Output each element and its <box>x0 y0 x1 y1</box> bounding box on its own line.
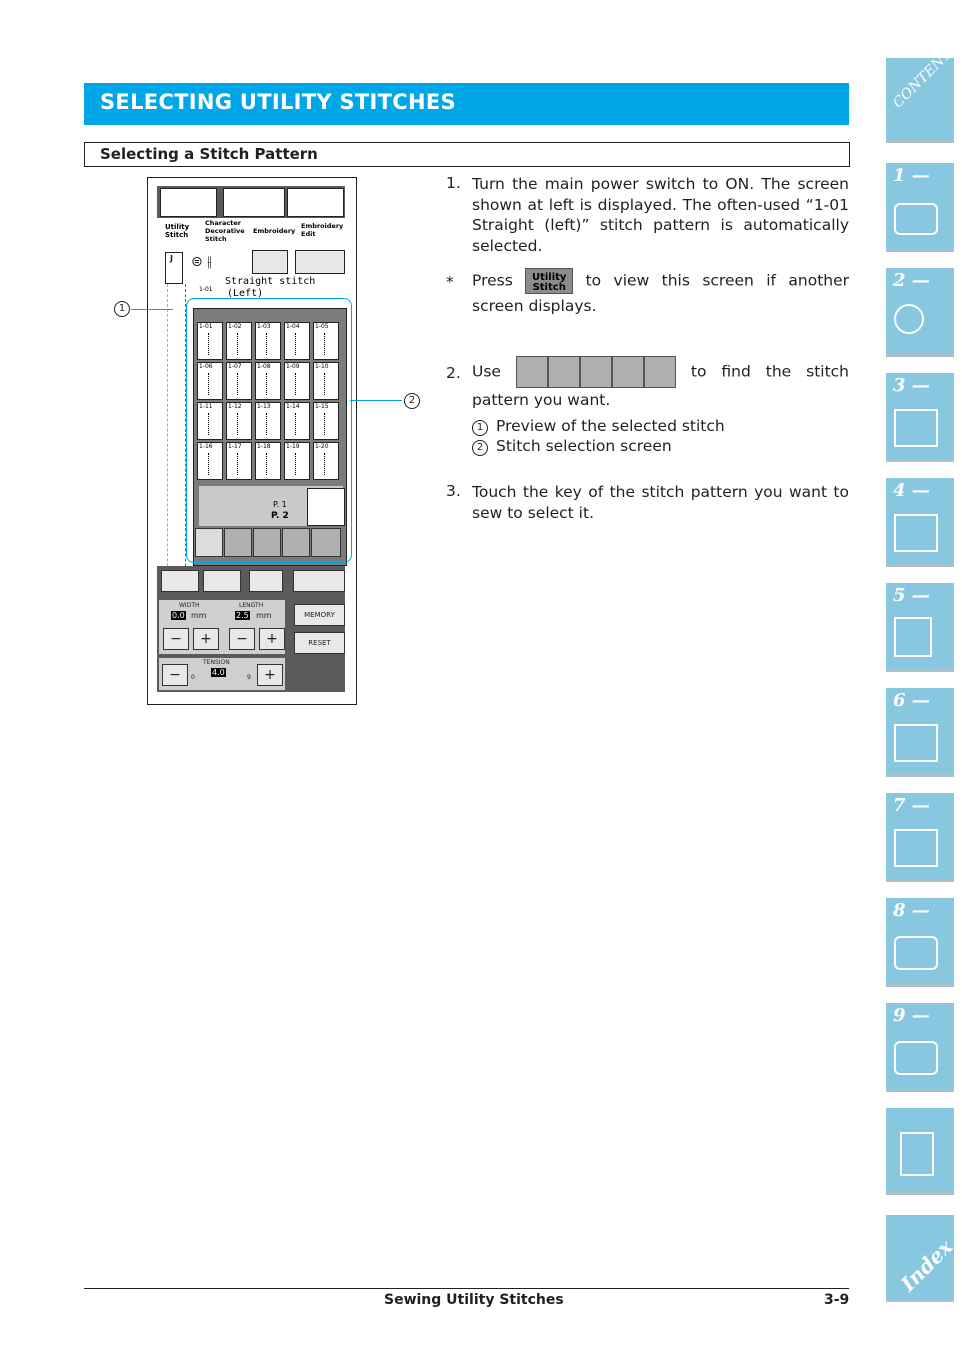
pattern-code: 1-01 <box>199 286 213 293</box>
footer-section: Sewing Utility Stitches <box>384 1292 564 1308</box>
callout-line-1 <box>131 309 173 310</box>
tension-plus-button[interactable]: + <box>257 664 283 686</box>
selection-highlight <box>186 298 352 563</box>
stitch-code: 1-17 <box>228 443 242 450</box>
category-key-image-4 <box>612 356 644 388</box>
stitch-code: 1-07 <box>228 363 242 370</box>
tension-value: 4.0 <box>212 668 225 677</box>
scissors-key[interactable] <box>203 570 241 592</box>
lock-icon-key[interactable] <box>252 250 288 274</box>
maintenance-icon <box>894 936 938 970</box>
category-key-image-2 <box>548 356 580 388</box>
stitch-code: 1-20 <box>315 443 329 450</box>
stitch-code: 1-04 <box>286 323 300 330</box>
tension-box <box>159 658 285 690</box>
note-after: to view this screen if another screen displays. <box>472 271 850 315</box>
pattern-name: Straight stitch <box>225 276 316 287</box>
callout-1-text <box>472 416 849 437</box>
stitch-code: 1-18 <box>257 443 271 450</box>
width-length-box <box>159 600 285 654</box>
category-key-image-3 <box>580 356 612 388</box>
footer-rule <box>84 1288 849 1289</box>
stitch-code: 1-15 <box>315 403 329 410</box>
reverse-key[interactable] <box>161 570 199 592</box>
troubleshooting-icon <box>894 1041 938 1075</box>
stitch-code: 1-16 <box>199 443 213 450</box>
tension-minus-button[interactable]: − <box>162 664 188 686</box>
needle-key[interactable] <box>293 570 345 592</box>
sewing-machine-icon-key[interactable] <box>223 188 285 217</box>
width-minus-button[interactable]: − <box>163 628 189 650</box>
pattern-sub: (Left) <box>227 288 264 299</box>
shirt-icon-key[interactable] <box>295 250 345 274</box>
section-heading-box <box>84 142 850 167</box>
step-2-text <box>472 356 849 412</box>
stitch-code: 1-06 <box>199 363 213 370</box>
tension-max: 9 <box>247 674 251 681</box>
note-text <box>472 268 849 318</box>
page-title: SELECTING UTILITY STITCHES <box>100 90 456 114</box>
embroidery-frame-icon <box>894 617 932 657</box>
stitch-code: 1-12 <box>228 403 242 410</box>
book-icon-key[interactable] <box>160 188 217 217</box>
thread-scissors-icon <box>894 304 924 334</box>
stitch-code: 1-13 <box>257 403 271 410</box>
presser-foot-icon: J <box>165 252 183 284</box>
callout-1-mark: 1 <box>472 420 488 436</box>
stitch-code: 1-10 <box>315 363 329 370</box>
footer-page-number: 3-9 <box>824 1292 850 1308</box>
stitch-code: 1-14 <box>286 403 300 410</box>
chapter-6-tab[interactable]: 6 — <box>886 688 954 777</box>
callout-line-2 <box>350 400 402 401</box>
chapter-3-tab[interactable]: 3 — <box>886 373 954 462</box>
chapter-2-tab[interactable]: 2 — <box>886 268 954 357</box>
section-heading: Selecting a Stitch Pattern <box>100 145 318 163</box>
index-tab[interactable] <box>886 1215 958 1302</box>
length-value: 2.5 <box>236 611 249 620</box>
page-1: P. 1 <box>273 500 287 509</box>
step-1-text: Turn the main power switch to ON. The screen shown at left is displayed. The often-used “1-01 Straight (left)” stitch pattern is automatically selected. <box>472 175 849 255</box>
stitch-code: 1-01 <box>199 323 213 330</box>
length-label: LENGTH <box>239 602 264 609</box>
utility-stitch-button-image: Utility Stitch <box>525 268 573 294</box>
step-3-number: 3. <box>446 482 461 500</box>
reset-button[interactable]: RESET <box>294 632 345 654</box>
contents-tab[interactable] <box>886 39 962 143</box>
step-3-text: Touch the key of the stitch pattern you want to sew to select it. <box>472 483 849 522</box>
width-plus-button[interactable]: + <box>193 628 219 650</box>
appendix-tab[interactable] <box>886 1108 954 1195</box>
chapter-9-tab[interactable]: 9 — <box>886 1003 954 1092</box>
stitch-code: 1-19 <box>286 443 300 450</box>
length-plus-button[interactable]: + <box>259 628 285 650</box>
note-before: Press <box>472 271 513 290</box>
step-2-number: 2. <box>446 364 461 382</box>
callout-2-mark: 2 <box>472 440 488 456</box>
stitch-code: 1-03 <box>257 323 271 330</box>
decorated-shirt-icon <box>894 514 938 552</box>
stitch-code: 1-05 <box>315 323 329 330</box>
callout-2-text <box>472 436 849 457</box>
step-2-before: Use <box>472 362 501 381</box>
stitch-code: 1-11 <box>199 403 213 410</box>
edit-shirt-icon <box>894 829 938 867</box>
chapter-1-tab[interactable]: 1 — <box>886 163 954 252</box>
contents-label: CONTENTS <box>890 39 962 112</box>
pages-icon <box>900 1132 934 1176</box>
stitch-code: 1-02 <box>228 323 242 330</box>
callout-2-label: Stitch selection screen <box>496 437 672 455</box>
document-icon-key[interactable] <box>287 188 344 217</box>
tab-embroidery-edit[interactable]: Embroidery Edit <box>301 222 344 238</box>
tension-label: TENSION <box>203 659 230 666</box>
length-unit: mm <box>256 611 272 620</box>
memory-button[interactable]: MEMORY <box>294 604 345 626</box>
callout-mark-1: 1 <box>114 301 130 317</box>
chapter-4-tab[interactable]: 4 — <box>886 478 954 567</box>
chapter-5-tab[interactable]: 5 — <box>886 583 954 672</box>
page-2: P. 2 <box>271 511 289 521</box>
width-value: 0.0 <box>172 611 185 620</box>
index-label: Index <box>896 1234 958 1296</box>
embroidered-shirt-icon <box>894 724 938 762</box>
note-mark: * <box>446 273 454 291</box>
stitch-code: 1-09 <box>286 363 300 370</box>
bobbin-needle-icon: ⊜ ⫲ <box>191 254 212 270</box>
callout-1-label: Preview of the selected stitch <box>496 417 725 435</box>
length-minus-button[interactable]: − <box>229 628 255 650</box>
step-2-after: to find the stitch pattern you want. <box>472 362 849 409</box>
category-key-image-5 <box>644 356 676 388</box>
tab-character-decorative[interactable]: Character Decorative Stitch <box>205 219 245 243</box>
mode-tabs <box>157 218 345 244</box>
chapter-8-tab[interactable]: 8 — <box>886 898 954 987</box>
chapter-7-tab[interactable]: 7 — <box>886 793 954 882</box>
tension-min: 0 <box>191 674 195 681</box>
stitch-code: 1-08 <box>257 363 271 370</box>
step-1-number: 1. <box>446 174 461 192</box>
width-unit: mm <box>191 611 207 620</box>
category-key-image-1 <box>516 356 548 388</box>
tab-embroidery[interactable]: Embroidery <box>253 227 296 235</box>
tab-utility-stitch[interactable]: Utility Stitch <box>165 223 190 239</box>
callout-mark-2: 2 <box>404 393 420 409</box>
mirror-key[interactable] <box>249 570 283 592</box>
page-title-band <box>84 83 849 125</box>
shirt-icon <box>894 409 938 447</box>
width-label: WIDTH <box>179 602 200 609</box>
machine-icon <box>894 203 938 235</box>
